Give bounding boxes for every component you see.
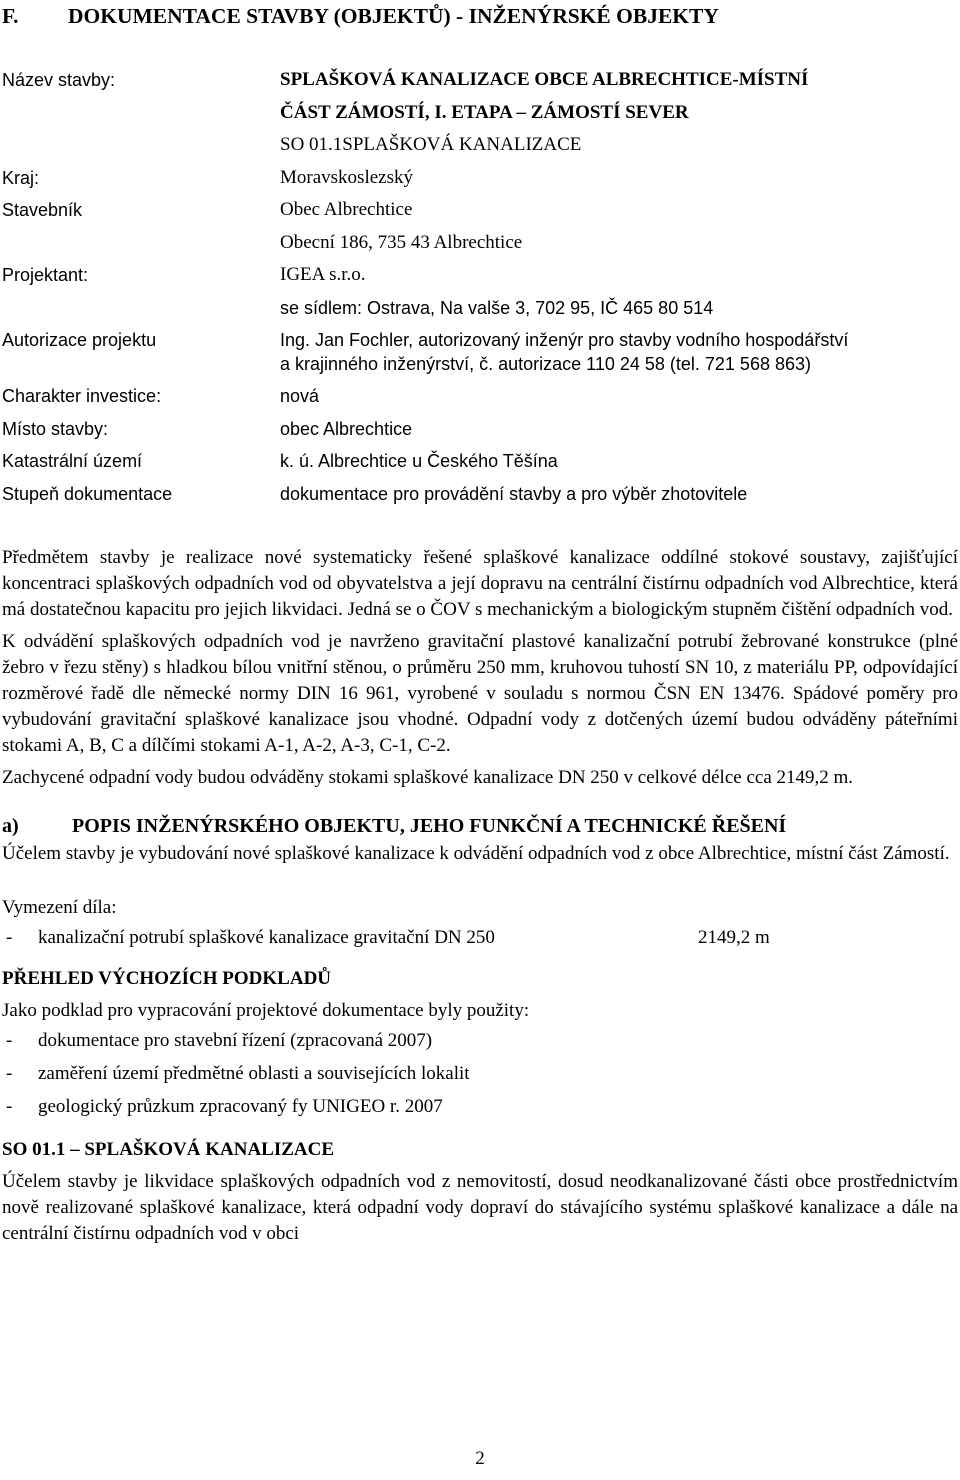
- label-autorizace: Autorizace projektu: [2, 330, 157, 350]
- value-stavebnik-1: Obec Albrechtice: [280, 199, 413, 220]
- podklad-text: dokumentace pro stavební řízení (zpracovaná 2007): [38, 1030, 433, 1051]
- list-item-podklad: [2, 1024, 958, 1057]
- value-charakter: nová: [280, 386, 320, 406]
- value-autorizace-2: a krajinného inženýrství, č. autorizace 110 24 58 (tel. 721 568 863): [280, 354, 811, 374]
- label-katastr: Katastrální území: [2, 451, 143, 471]
- heading-popis-text: POPIS INŽENÝRSKÉHO OBJEKTU, JEHO FUNKČNÍ A TECHNICKÉ ŘEŠENÍ: [72, 815, 787, 837]
- value-projektant-2: se sídlem: Ostrava, Na valše 3, 702 95, IČ 465 80 514: [280, 297, 714, 318]
- label-kraj: Kraj:: [2, 167, 40, 188]
- info-row-misto: [2, 413, 958, 446]
- label-charakter: Charakter investice:: [2, 386, 162, 406]
- info-row-stavebnik-2: [2, 227, 958, 260]
- list-dash: -: [6, 927, 13, 948]
- list-dash: -: [6, 1063, 13, 1084]
- heading-prehled: PŘEHLED VÝCHOZÍCH PODKLADŮ: [2, 968, 332, 989]
- label-stavebnik: Stavebník: [2, 200, 83, 220]
- paragraph-odvadeni: K odvádění splaškových odpadních vod je navrženo gravitační plastové kanalizační potrubí žebrované konstrukce (plné žebro v řezu stěny) s hladkou bílou vnitřní stěnou, o průměru 250 mm, kruhovou tuhostí SN 10, z materiálu PP, odpovídající rozměrové řadě dle německé normy DIN 16 961, vyrobené v souladu s normou ČSN EN 13476. Spádové poměry pro vybudování gravitační splaškové kanalizace jsou vhodné. Odpadní vody z dotčených území budou odváděny páteřními stokami A, B, C a dílčími stokami A-1, A-2, A-3, C-1, C-2.: [2, 631, 958, 756]
- label-stupen: Stupeň dokumentace: [2, 483, 173, 504]
- info-row-charakter: [2, 380, 958, 413]
- value-nazev-3: SO 01.1SPLAŠKOVÁ KANALIZACE: [280, 134, 582, 155]
- list-dash: -: [6, 1096, 13, 1117]
- heading-so: SO 01.1 – SPLAŠKOVÁ KANALIZACE: [2, 1139, 335, 1160]
- label-nazev: Název stavby:: [2, 70, 116, 90]
- label-projektant: Projektant:: [2, 265, 89, 285]
- podklad-text: zaměření území předmětné oblasti a souvisejících lokalit: [38, 1063, 470, 1084]
- document-body: [2, 545, 958, 1247]
- info-row-katastr: [2, 445, 958, 478]
- info-row-autorizace: [2, 324, 958, 380]
- paragraph-predmet: Předmětem stavby je realizace nové systematicky řešené splaškové kanalizace oddílné stokové soustavy, zajišťující koncentraci splaškových odpadních vod od obyvatelstva a její dopravu na centrální čistírnu odpadních vod Albrechtice, která má dostatečnou kapacitu pro jejich likvidaci. Jedná se o ČOV s mechanickým a biologickým stupněm čištění odpadních vod.: [2, 547, 958, 620]
- label-misto: Místo stavby:: [2, 418, 109, 439]
- list-item-podklad: [2, 1090, 958, 1123]
- paragraph-so: Účelem stavby je likvidace splaškových odpadních vod z nemovitostí, dosud neodkanalizované části obce prostřednictvím nově realizované splaškové kanalizace, která odpadní vody dopraví do stávajícího systému splaškové kanalizace a dále na centrální čistírnu odpadních vod v obci: [2, 1171, 958, 1244]
- section-letter: F.: [2, 4, 19, 28]
- heading-popis: [2, 811, 958, 841]
- value-autorizace: [280, 324, 958, 380]
- label-vymezeni: Vymezení díla:: [2, 897, 117, 918]
- document-page: [2, 0, 958, 1480]
- value-nazev-1: SPLAŠKOVÁ KANALIZACE OBCE ALBRECHTICE-MÍSTNÍ: [280, 69, 809, 90]
- value-stupen: dokumentace pro provádění stavby a pro výběr zhotovitele: [280, 483, 748, 504]
- list-item-podklad: [2, 1057, 958, 1090]
- info-row-nazev-2: [2, 97, 958, 130]
- info-row-stupen: [2, 478, 958, 511]
- heading-popis-letter: a): [2, 815, 19, 837]
- info-row-nazev-3: [2, 129, 958, 162]
- podklad-text: geologický průzkum zpracovaný fy UNIGEO r. 2007: [38, 1096, 443, 1117]
- value-autorizace-1: Ing. Jan Fochler, autorizovaný inženýr pro stavby vodního hospodářství: [280, 330, 849, 350]
- value-stavebnik-2: Obecní 186, 735 43 Albrechtice: [280, 231, 523, 253]
- paragraph-prehled-intro: Jako podklad pro vypracování projektové dokumentace byly použity:: [2, 1000, 530, 1021]
- vymezeni-item-amount: 2149,2 m: [698, 927, 770, 948]
- list-item-vymezeni: [2, 921, 958, 954]
- list-dash: -: [6, 1030, 13, 1051]
- info-row-nazev: [2, 64, 958, 97]
- info-row-projektant: [2, 259, 958, 292]
- vymezeni-item-text: kanalizační potrubí splaškové kanalizace gravitační DN 250: [38, 927, 495, 948]
- section-title: [2, 4, 719, 29]
- value-nazev-2: ČÁST ZÁMOSTÍ, I. ETAPA – ZÁMOSTÍ SEVER: [280, 101, 689, 123]
- info-row-projektant-2: [2, 292, 958, 325]
- project-info-table: [2, 64, 958, 510]
- page-number: 2: [475, 1448, 485, 1469]
- value-katastr: k. ú. Albrechtice u Českého Těšína: [280, 451, 558, 471]
- paragraph-zachycene: Zachycené odpadní vody budou odváděny stokami splaškové kanalizace DN 250 v celkové délce cca 2149,2 m.: [2, 767, 854, 788]
- info-row-kraj: [2, 162, 958, 195]
- section-heading: DOKUMENTACE STAVBY (OBJEKTŮ) - INŽENÝRSKÉ OBJEKTY: [68, 4, 719, 28]
- paragraph-ucel: Účelem stavby je vybudování nové splaškové kanalizace k odvádění odpadních vod z obce Albrechtice, místní část Zámostí.: [2, 843, 950, 864]
- value-kraj: Moravskoslezský: [280, 166, 413, 188]
- info-row-stavebnik: [2, 194, 958, 227]
- value-misto: obec Albrechtice: [280, 418, 413, 439]
- value-projektant-1: IGEA s.r.o.: [280, 264, 366, 285]
